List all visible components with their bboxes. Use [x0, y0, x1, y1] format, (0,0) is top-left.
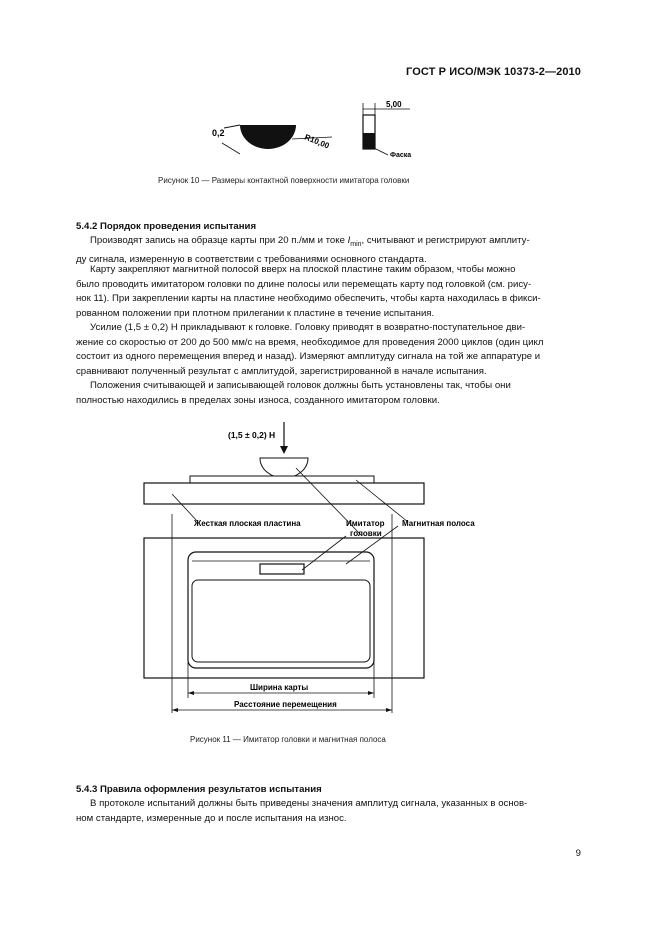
p1-text-b: , считывают и регистрируют амплиту-: [361, 235, 530, 246]
p3-line-1: Усилие (1,5 ± 0,2) Н прикладывают к головке. Головку приводят в возвратно-поступательное дви-: [90, 322, 526, 333]
p543-line-1: В протоколе испытаний должны быть приведены значения амплитуд сигнала, указанных в основ-: [90, 798, 528, 809]
document-header: ГОСТ Р ИСО/МЭК 10373-2—2010: [406, 66, 581, 78]
label-card-width: Ширина карты: [250, 683, 309, 692]
dim-travel-arrow-l: [172, 708, 178, 712]
p1-text-a: Производят запись на образце карты при 20 п./мм и токе: [90, 235, 348, 246]
head-footprint: [260, 564, 304, 574]
label-head-2: головки: [350, 529, 382, 538]
p1-symbol-sub: min: [350, 240, 362, 248]
section-543-paragraph-1: [76, 797, 581, 826]
p2-line-3: нок 11). При закреплении карты на пластине необходимо обеспечить, чтобы карта находилась в фикси-: [76, 293, 541, 305]
p3-line-2: жение со скоростью от 200 до 500 мм/с на время, необходимое для проведения 2000 циклов (один цикл: [76, 336, 544, 348]
p3-line-3: состоит из одного перемещения вперед и назад). Измеряют амплитуду сигнала на той же аппаратуре и: [76, 351, 541, 363]
label-stripe: Магнитная полоса: [402, 519, 475, 528]
dim-travel-arrow-r: [386, 708, 392, 712]
p2-line-1: Карту закрепляют магнитной полосой вверх на плоской пластине таким образом, чтобы можно: [90, 264, 516, 275]
section-542-paragraph-2: [76, 263, 581, 321]
p3-line-4: сравнивают полученный результат с амплитудой, зарегистрированной в начале испытания.: [76, 365, 487, 377]
head-hemisphere: [240, 125, 296, 149]
p543-line-2: ном стандарте, измеренные до и после испытания на износ.: [76, 812, 347, 824]
p4-line-2: полностью находились в пределах зоны износа, созданного имитатором головки.: [76, 394, 440, 406]
p1-symbol-i: I: [347, 235, 351, 246]
section-542-paragraph-3: [76, 321, 581, 379]
p1-line-2: ду сигнала, измеренную в соответствии с требованиями основного стандарта.: [76, 253, 427, 265]
section-542-paragraph-4: [76, 379, 581, 408]
magnetic-stripe-top: [190, 476, 374, 483]
label-travel: Расстояние перемещения: [234, 700, 337, 709]
dim-line-02-top: [224, 125, 240, 128]
dim-label-r10: R10,00: [303, 132, 331, 151]
dim-label-500: 5,00: [386, 100, 402, 109]
facet-leader: [372, 147, 388, 155]
page-number: 9: [575, 848, 581, 859]
section-543-heading: 5.4.3 Правила оформления результатов испытания: [76, 784, 322, 795]
dim-card-width-arrow-r: [368, 691, 374, 695]
p2-line-2: было проводить имитатором головки по длине полосы или перемещать карту под головкой (см. рису-: [76, 278, 532, 290]
label-head-1: Имитатор: [346, 519, 385, 528]
dim-line-02-leader: [222, 143, 240, 154]
figure-10-drawing: [200, 95, 440, 165]
dim-card-width-arrow-l: [188, 691, 194, 695]
figure-11-drawing: [140, 418, 475, 720]
label-rigid-plate: Жесткая плоская пластина: [194, 519, 301, 528]
figure-10-caption: Рисунок 10 — Размеры контактной поверхности имитатора головки: [158, 176, 410, 185]
force-label: (1,5 ± 0,2) Н: [228, 430, 276, 440]
dim-label-02: 0,2: [212, 128, 225, 138]
p4-line-1: Положения считывающей и записывающей головок должны быть установлены так, чтобы они: [90, 380, 511, 391]
head-profile-face: [363, 133, 375, 149]
p2-line-4: рованном положении при плотном прилегании к пластине в течение испытания.: [76, 307, 435, 319]
head-simulator: [260, 458, 308, 478]
section-542-heading: 5.4.2 Порядок проведения испытания: [76, 221, 257, 232]
facet-label: Фаска: [390, 152, 412, 159]
figure-11-caption: Рисунок 11 — Имитатор головки и магнитная полоса: [190, 735, 386, 744]
force-arrow-head: [280, 446, 288, 454]
